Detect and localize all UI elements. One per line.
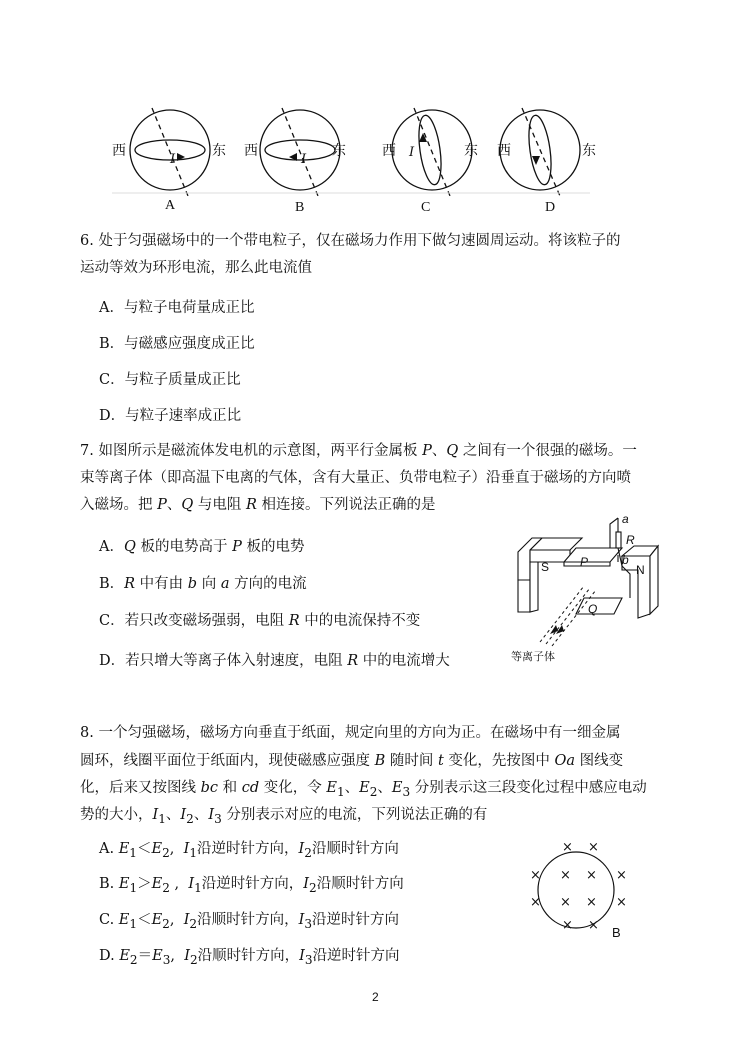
mhd-s-label: S: [541, 560, 550, 574]
field-cross: ×: [562, 840, 573, 855]
mhd-n-label: N: [636, 563, 645, 577]
q7-option-d: D．若只增大等离子体入射速度，电阻 R 中的电流增大: [99, 653, 450, 669]
field-cross: ×: [616, 868, 627, 883]
west-label-c: 西: [382, 143, 396, 159]
q6-stem-line1: 6. 处于匀强磁场中的一个带电粒子，仅在磁场力作用下做匀速圆周运动。将该粒子的: [80, 233, 621, 249]
q7-option-b: B．R 中有由 b 向 a 方向的电流: [99, 576, 307, 592]
field-cross: ×: [530, 868, 541, 883]
field-cross: ×: [586, 895, 597, 910]
field-cross: ×: [588, 918, 599, 933]
mhd-q-label: Q: [588, 602, 598, 616]
ring-figure-label: B: [612, 925, 621, 940]
compass-figures: [0, 0, 752, 225]
q8-option-b: B. $E_1>E_2$ , $I_1$沿逆时针方向，$I_2$沿顺时针方向: [99, 876, 404, 895]
west-label-d: 西: [497, 143, 511, 159]
east-label-b: 东: [332, 143, 346, 159]
mhd-b-label: b: [622, 553, 629, 567]
west-label-a: 西: [112, 143, 126, 159]
q8-option-d: D. $E_2=E_3$, $I_2$沿顺时针方向，$I_3$沿逆时针方向: [99, 948, 400, 967]
figure-label-a: A: [165, 198, 176, 213]
q6-option-a: A．与粒子电荷量成正比: [99, 300, 255, 316]
q8-stem-line3: 化，后来又按图线 bc 和 cd 变化，令 $E_1$、$E_2$、$E_3$ 分别表示这三段变化过程中感应电动: [80, 780, 647, 799]
q7-option-a: A．Q 板的电势高于 P 板的电势: [99, 539, 305, 555]
current-label-a: I: [170, 152, 176, 167]
mhd-generator-figure: [510, 510, 660, 670]
east-label-d: 东: [582, 143, 596, 159]
q7-stem-line2: 束等离子体（即高温下电离的气体，含有大量正、负带电粒子）沿垂直于磁场的方向喷: [80, 470, 631, 486]
q6-option-d: D．与粒子速率成正比: [99, 408, 242, 424]
figure-label-b: B: [295, 200, 305, 215]
q6-option-c: C．与粒子质量成正比: [99, 372, 241, 388]
page-number: 2: [372, 990, 379, 1004]
q8-stem-line1: 8. 一个匀强磁场，磁场方向垂直于纸面，规定向里的方向为正。在磁场中有一细金属: [80, 725, 621, 741]
q8-option-a: A. $E_1<E_2$, $I_1$沿逆时针方向，$I_2$沿顺时针方向: [99, 841, 399, 860]
mhd-r-label: R: [626, 533, 635, 547]
field-cross: ×: [588, 840, 599, 855]
q7-stem-line1: 7. 如图所示是磁流体发电机的示意图，两平行金属板 P、Q 之间有一个很强的磁场。一: [80, 443, 637, 459]
ring-field-figure: [520, 840, 640, 940]
q6-option-b: B．与磁感应强度成正比: [99, 336, 255, 352]
field-cross: ×: [530, 895, 541, 910]
mhd-plasma-label: 等离子体: [511, 650, 555, 663]
figure-label-c: C: [421, 200, 431, 215]
east-label-a: 东: [212, 143, 226, 159]
field-cross: ×: [562, 918, 573, 933]
q8-option-c: C. $E_1<E_2$, $I_2$沿顺时针方向，$I_3$沿逆时针方向: [99, 912, 400, 931]
q6-stem-line2: 运动等效为环形电流，那么此电流值: [80, 260, 312, 276]
q8-stem-line4: 势的大小，$I_1$、$I_2$、$I_3$ 分别表示对应的电流，下列说法正确的有: [80, 807, 488, 826]
q7-option-c: C．若只改变磁场强弱，电阻 R 中的电流保持不变: [99, 613, 421, 629]
q8-stem-line2: 圆环，线圈平面位于纸面内，现使磁感应强度 B 随时间 t 变化，先按图中 Oa 图线变: [80, 753, 624, 769]
figure-label-d: D: [545, 200, 556, 215]
field-cross: ×: [586, 868, 597, 883]
west-label-b: 西: [244, 143, 258, 159]
field-cross: ×: [560, 895, 571, 910]
field-cross: ×: [616, 895, 627, 910]
mhd-p-label: P: [580, 555, 589, 569]
q7-stem-line3: 入磁场。把 P、Q 与电阻 R 相连接。下列说法正确的是: [80, 497, 436, 513]
mhd-a-label: a: [622, 512, 629, 526]
field-cross: ×: [560, 868, 571, 883]
current-label-b: I: [301, 152, 307, 167]
east-label-c: 东: [464, 143, 478, 159]
current-label-c: I: [409, 145, 415, 160]
